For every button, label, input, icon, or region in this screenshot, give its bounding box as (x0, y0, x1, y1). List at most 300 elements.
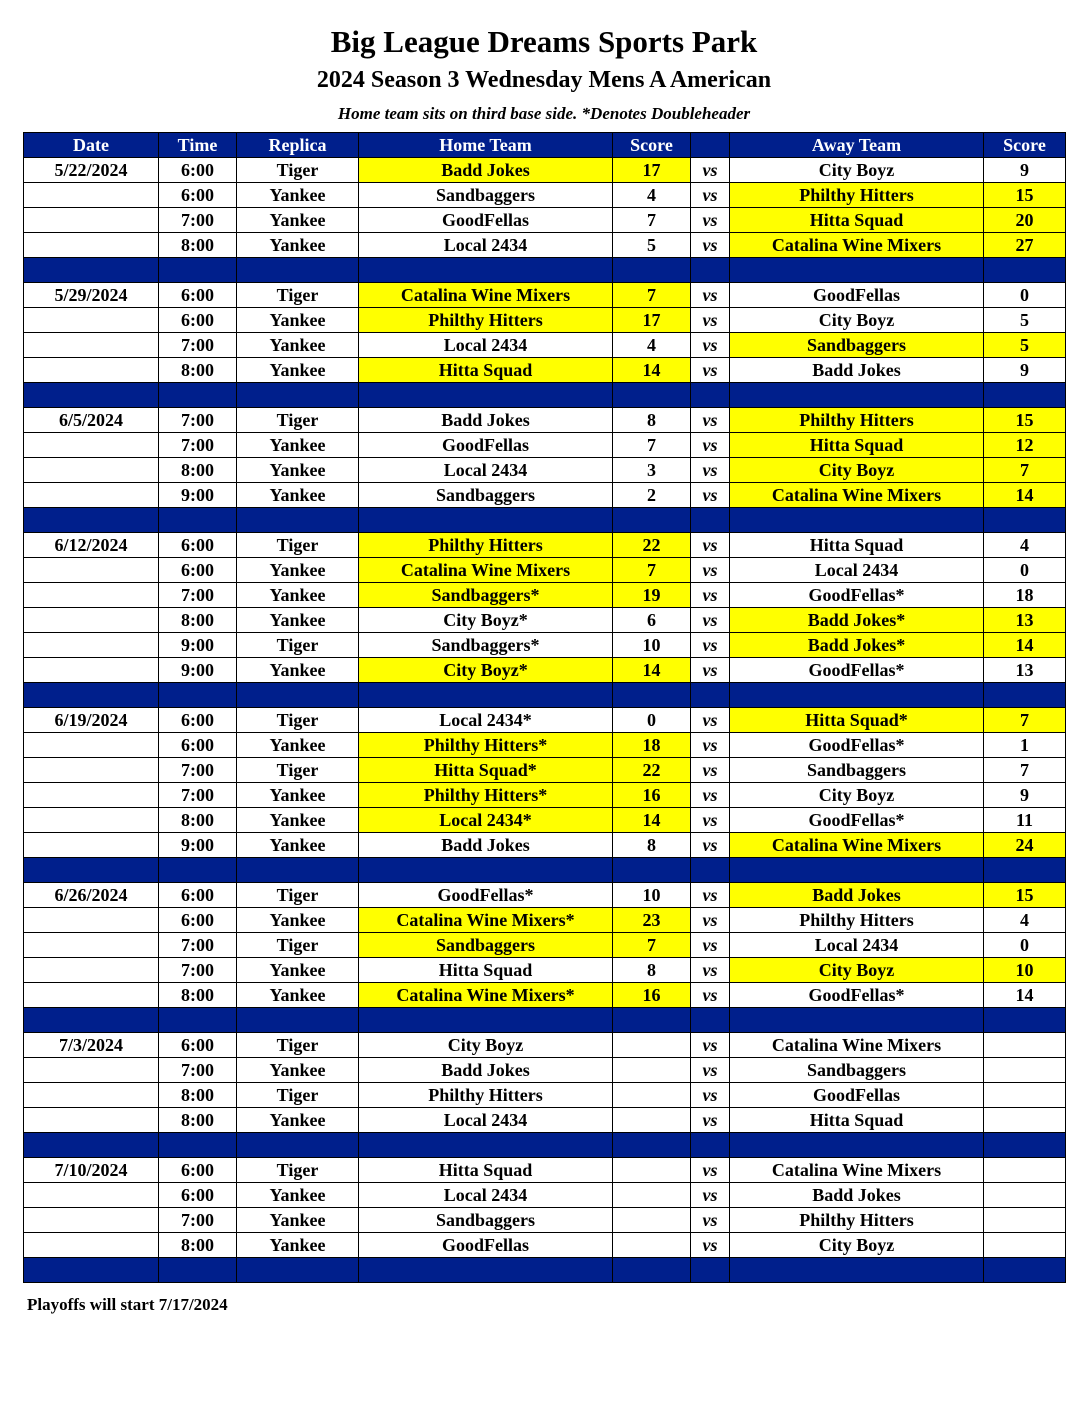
away-team: Philthy Hitters (730, 1208, 984, 1233)
vs-label: vs (691, 158, 730, 183)
away-score (984, 1058, 1066, 1083)
away-score: 1 (984, 733, 1066, 758)
header-date: Date (24, 133, 159, 158)
home-team: Hitta Squad (359, 358, 613, 383)
separator-cell (359, 258, 613, 283)
game-time: 7:00 (159, 758, 237, 783)
game-row (24, 658, 1066, 683)
game-time: 7:00 (159, 958, 237, 983)
vs-label: vs (691, 933, 730, 958)
game-row (24, 283, 1066, 308)
away-score: 13 (984, 608, 1066, 633)
home-team: Local 2434 (359, 1108, 613, 1133)
header-home-team: Home Team (359, 133, 613, 158)
away-score (984, 1183, 1066, 1208)
away-score: 13 (984, 658, 1066, 683)
game-date: 6/26/2024 (24, 883, 159, 908)
home-team: Catalina Wine Mixers (359, 558, 613, 583)
week-separator (24, 1258, 1066, 1283)
away-score: 24 (984, 833, 1066, 858)
game-replica: Yankee (237, 208, 359, 233)
game-row (24, 483, 1066, 508)
away-team: Badd Jokes (730, 1183, 984, 1208)
separator-cell (691, 858, 730, 883)
game-date (24, 1108, 159, 1133)
game-replica: Yankee (237, 483, 359, 508)
home-team: GoodFellas (359, 433, 613, 458)
separator-cell (730, 508, 984, 533)
home-team: GoodFellas (359, 208, 613, 233)
away-team: Sandbaggers (730, 333, 984, 358)
away-team: Catalina Wine Mixers (730, 833, 984, 858)
home-team: Sandbaggers (359, 933, 613, 958)
game-time: 7:00 (159, 583, 237, 608)
header-row (24, 133, 1066, 158)
game-time: 8:00 (159, 1083, 237, 1108)
game-time: 6:00 (159, 708, 237, 733)
header-vs (691, 133, 730, 158)
game-replica: Yankee (237, 833, 359, 858)
game-time: 6:00 (159, 283, 237, 308)
vs-label: vs (691, 783, 730, 808)
game-date (24, 833, 159, 858)
game-replica: Yankee (237, 658, 359, 683)
game-row (24, 1108, 1066, 1133)
vs-label: vs (691, 708, 730, 733)
game-replica: Yankee (237, 958, 359, 983)
week-separator (24, 508, 1066, 533)
separator-cell (730, 258, 984, 283)
away-score: 15 (984, 408, 1066, 433)
game-replica: Tiger (237, 1158, 359, 1183)
separator-cell (159, 1008, 237, 1033)
away-team: GoodFellas (730, 283, 984, 308)
home-team: Sandbaggers (359, 183, 613, 208)
home-score: 8 (613, 833, 691, 858)
game-row (24, 758, 1066, 783)
away-score: 27 (984, 233, 1066, 258)
game-row (24, 358, 1066, 383)
game-date (24, 983, 159, 1008)
separator-cell (691, 258, 730, 283)
schedule-body (24, 158, 1066, 1283)
away-score: 15 (984, 183, 1066, 208)
game-row (24, 208, 1066, 233)
game-row (24, 633, 1066, 658)
away-team: Philthy Hitters (730, 183, 984, 208)
game-time: 8:00 (159, 608, 237, 633)
away-score: 0 (984, 558, 1066, 583)
game-row (24, 158, 1066, 183)
vs-label: vs (691, 1158, 730, 1183)
game-row (24, 1058, 1066, 1083)
game-row (24, 608, 1066, 633)
game-row (24, 833, 1066, 858)
home-score (613, 1108, 691, 1133)
vs-label: vs (691, 358, 730, 383)
game-replica: Yankee (237, 583, 359, 608)
away-team: City Boyz (730, 308, 984, 333)
home-team: Philthy Hitters (359, 308, 613, 333)
week-separator (24, 683, 1066, 708)
game-date (24, 558, 159, 583)
vs-label: vs (691, 808, 730, 833)
game-replica: Tiger (237, 1083, 359, 1108)
game-row (24, 333, 1066, 358)
vs-label: vs (691, 1058, 730, 1083)
game-row (24, 933, 1066, 958)
game-time: 7:00 (159, 1208, 237, 1233)
game-date (24, 433, 159, 458)
away-team: GoodFellas* (730, 583, 984, 608)
game-replica: Yankee (237, 458, 359, 483)
away-team: Catalina Wine Mixers (730, 233, 984, 258)
home-team: City Boyz* (359, 658, 613, 683)
separator-cell (24, 383, 159, 408)
separator-cell (613, 508, 691, 533)
separator-cell (730, 1258, 984, 1283)
game-date (24, 958, 159, 983)
home-score: 3 (613, 458, 691, 483)
separator-cell (984, 383, 1066, 408)
away-score: 7 (984, 708, 1066, 733)
separator-cell (159, 1258, 237, 1283)
home-team: Sandbaggers (359, 483, 613, 508)
page-title: Big League Dreams Sports Park (330, 24, 758, 59)
game-time: 9:00 (159, 658, 237, 683)
home-team: City Boyz (359, 1033, 613, 1058)
away-team: City Boyz (730, 458, 984, 483)
away-score (984, 1233, 1066, 1258)
away-team: City Boyz (730, 958, 984, 983)
game-replica: Yankee (237, 1058, 359, 1083)
game-date (24, 1233, 159, 1258)
home-score: 7 (613, 933, 691, 958)
vs-label: vs (691, 1233, 730, 1258)
game-date: 6/19/2024 (24, 708, 159, 733)
game-replica: Tiger (237, 533, 359, 558)
away-team: Hitta Squad (730, 1108, 984, 1133)
vs-label: vs (691, 733, 730, 758)
separator-cell (159, 508, 237, 533)
game-date (24, 333, 159, 358)
game-time: 8:00 (159, 233, 237, 258)
game-time: 7:00 (159, 783, 237, 808)
game-date (24, 183, 159, 208)
separator-cell (691, 383, 730, 408)
game-replica: Tiger (237, 633, 359, 658)
separator-cell (237, 258, 359, 283)
away-team: GoodFellas* (730, 808, 984, 833)
game-date (24, 358, 159, 383)
game-row (24, 1208, 1066, 1233)
away-score (984, 1208, 1066, 1233)
home-team: GoodFellas (359, 1233, 613, 1258)
game-replica: Yankee (237, 433, 359, 458)
separator-cell (237, 858, 359, 883)
game-row (24, 958, 1066, 983)
separator-cell (613, 383, 691, 408)
away-score: 7 (984, 458, 1066, 483)
game-time: 7:00 (159, 433, 237, 458)
separator-cell (24, 683, 159, 708)
game-row (24, 1083, 1066, 1108)
vs-label: vs (691, 333, 730, 358)
week-separator (24, 1008, 1066, 1033)
home-team: Sandbaggers* (359, 633, 613, 658)
home-score: 4 (613, 183, 691, 208)
schedule-table (23, 132, 1066, 1283)
away-team: Hitta Squad (730, 533, 984, 558)
vs-label: vs (691, 1083, 730, 1108)
game-replica: Yankee (237, 1183, 359, 1208)
game-row (24, 408, 1066, 433)
vs-label: vs (691, 233, 730, 258)
home-team: Badd Jokes (359, 158, 613, 183)
home-score (613, 1083, 691, 1108)
vs-label: vs (691, 1183, 730, 1208)
game-row (24, 983, 1066, 1008)
game-date: 6/5/2024 (24, 408, 159, 433)
home-score: 10 (613, 883, 691, 908)
game-row (24, 1033, 1066, 1058)
separator-cell (237, 383, 359, 408)
game-date (24, 933, 159, 958)
away-team: GoodFellas (730, 1083, 984, 1108)
away-score: 9 (984, 358, 1066, 383)
separator-cell (691, 1133, 730, 1158)
game-row (24, 883, 1066, 908)
away-team: Badd Jokes* (730, 608, 984, 633)
away-team: Philthy Hitters (730, 908, 984, 933)
separator-cell (984, 258, 1066, 283)
game-replica: Tiger (237, 1033, 359, 1058)
away-score: 14 (984, 983, 1066, 1008)
game-date (24, 758, 159, 783)
game-replica: Yankee (237, 783, 359, 808)
game-replica: Yankee (237, 558, 359, 583)
game-time: 8:00 (159, 1233, 237, 1258)
away-team: Hitta Squad* (730, 708, 984, 733)
game-date (24, 908, 159, 933)
separator-cell (159, 683, 237, 708)
game-time: 6:00 (159, 1033, 237, 1058)
game-time: 6:00 (159, 183, 237, 208)
separator-cell (691, 508, 730, 533)
away-team: GoodFellas* (730, 983, 984, 1008)
home-score: 16 (613, 783, 691, 808)
game-row (24, 233, 1066, 258)
game-replica: Yankee (237, 1208, 359, 1233)
game-time: 9:00 (159, 483, 237, 508)
away-team: Local 2434 (730, 558, 984, 583)
home-score (613, 1183, 691, 1208)
game-row (24, 558, 1066, 583)
game-replica: Yankee (237, 733, 359, 758)
home-team: GoodFellas* (359, 883, 613, 908)
game-date (24, 458, 159, 483)
game-date (24, 633, 159, 658)
home-team: Local 2434* (359, 708, 613, 733)
separator-cell (159, 1133, 237, 1158)
home-score (613, 1033, 691, 1058)
away-team: City Boyz (730, 158, 984, 183)
vs-label: vs (691, 558, 730, 583)
header-away-score: Score (984, 133, 1066, 158)
home-score: 18 (613, 733, 691, 758)
separator-cell (237, 508, 359, 533)
game-replica: Yankee (237, 358, 359, 383)
home-team: Badd Jokes (359, 1058, 613, 1083)
page-subtitle: 2024 Season 3 Wednesday Mens A American (316, 67, 772, 93)
away-team: City Boyz (730, 1233, 984, 1258)
away-score (984, 1108, 1066, 1133)
separator-cell (237, 1008, 359, 1033)
game-replica: Tiger (237, 408, 359, 433)
game-row (24, 908, 1066, 933)
home-team: Sandbaggers (359, 1208, 613, 1233)
away-team: City Boyz (730, 783, 984, 808)
separator-cell (730, 858, 984, 883)
vs-label: vs (691, 408, 730, 433)
home-score: 22 (613, 758, 691, 783)
game-replica: Tiger (237, 158, 359, 183)
game-date (24, 608, 159, 633)
home-score: 19 (613, 583, 691, 608)
vs-label: vs (691, 283, 730, 308)
separator-cell (359, 508, 613, 533)
separator-cell (984, 508, 1066, 533)
game-replica: Tiger (237, 708, 359, 733)
away-score: 11 (984, 808, 1066, 833)
home-team: Local 2434 (359, 458, 613, 483)
home-team: Hitta Squad (359, 958, 613, 983)
home-team: Sandbaggers* (359, 583, 613, 608)
separator-cell (237, 1133, 359, 1158)
away-score: 7 (984, 758, 1066, 783)
game-replica: Yankee (237, 983, 359, 1008)
away-score: 4 (984, 908, 1066, 933)
game-replica: Yankee (237, 1108, 359, 1133)
game-row (24, 583, 1066, 608)
separator-cell (730, 1133, 984, 1158)
game-time: 6:00 (159, 908, 237, 933)
game-time: 6:00 (159, 308, 237, 333)
separator-cell (984, 1008, 1066, 1033)
separator-cell (237, 683, 359, 708)
game-date (24, 1058, 159, 1083)
away-score (984, 1158, 1066, 1183)
separator-cell (359, 858, 613, 883)
game-row (24, 1233, 1066, 1258)
separator-cell (984, 858, 1066, 883)
away-team: Sandbaggers (730, 1058, 984, 1083)
game-replica: Yankee (237, 333, 359, 358)
separator-cell (24, 508, 159, 533)
game-time: 8:00 (159, 1108, 237, 1133)
away-score: 5 (984, 308, 1066, 333)
game-date (24, 208, 159, 233)
home-score (613, 1208, 691, 1233)
game-replica: Yankee (237, 808, 359, 833)
home-score: 5 (613, 233, 691, 258)
home-team: Hitta Squad (359, 1158, 613, 1183)
game-date (24, 783, 159, 808)
game-row (24, 1158, 1066, 1183)
playoffs-footnote: Playoffs will start 7/17/2024 (27, 1295, 228, 1314)
home-score: 8 (613, 958, 691, 983)
away-score: 14 (984, 483, 1066, 508)
home-team: Local 2434* (359, 808, 613, 833)
away-score: 9 (984, 783, 1066, 808)
separator-cell (359, 1133, 613, 1158)
home-score: 7 (613, 283, 691, 308)
home-score: 6 (613, 608, 691, 633)
game-time: 8:00 (159, 983, 237, 1008)
week-separator (24, 383, 1066, 408)
game-date: 7/10/2024 (24, 1158, 159, 1183)
vs-label: vs (691, 433, 730, 458)
away-score: 9 (984, 158, 1066, 183)
home-score: 0 (613, 708, 691, 733)
away-team: Catalina Wine Mixers (730, 1158, 984, 1183)
game-replica: Yankee (237, 308, 359, 333)
separator-cell (730, 683, 984, 708)
separator-cell (730, 383, 984, 408)
game-replica: Tiger (237, 933, 359, 958)
home-team: City Boyz* (359, 608, 613, 633)
game-row (24, 733, 1066, 758)
vs-label: vs (691, 208, 730, 233)
game-replica: Yankee (237, 1233, 359, 1258)
vs-label: vs (691, 533, 730, 558)
home-score: 7 (613, 433, 691, 458)
away-score: 0 (984, 283, 1066, 308)
game-row (24, 433, 1066, 458)
away-score: 0 (984, 933, 1066, 958)
header-away-team: Away Team (730, 133, 984, 158)
separator-cell (613, 1258, 691, 1283)
game-time: 8:00 (159, 808, 237, 833)
separator-cell (24, 1133, 159, 1158)
home-team: Philthy Hitters (359, 1083, 613, 1108)
game-replica: Yankee (237, 908, 359, 933)
week-separator (24, 858, 1066, 883)
game-time: 7:00 (159, 333, 237, 358)
separator-cell (24, 858, 159, 883)
game-replica: Tiger (237, 883, 359, 908)
game-row (24, 708, 1066, 733)
home-team: Philthy Hitters* (359, 783, 613, 808)
home-score: 7 (613, 208, 691, 233)
home-team: Catalina Wine Mixers (359, 283, 613, 308)
home-team: Local 2434 (359, 233, 613, 258)
home-score: 22 (613, 533, 691, 558)
game-row (24, 783, 1066, 808)
game-date (24, 233, 159, 258)
game-time: 7:00 (159, 208, 237, 233)
separator-cell (24, 1008, 159, 1033)
home-score: 14 (613, 358, 691, 383)
header-home-score: Score (613, 133, 691, 158)
away-score (984, 1083, 1066, 1108)
game-date: 5/22/2024 (24, 158, 159, 183)
game-time: 6:00 (159, 733, 237, 758)
game-time: 7:00 (159, 933, 237, 958)
away-team: Badd Jokes (730, 358, 984, 383)
game-time: 6:00 (159, 883, 237, 908)
game-replica: Yankee (237, 183, 359, 208)
